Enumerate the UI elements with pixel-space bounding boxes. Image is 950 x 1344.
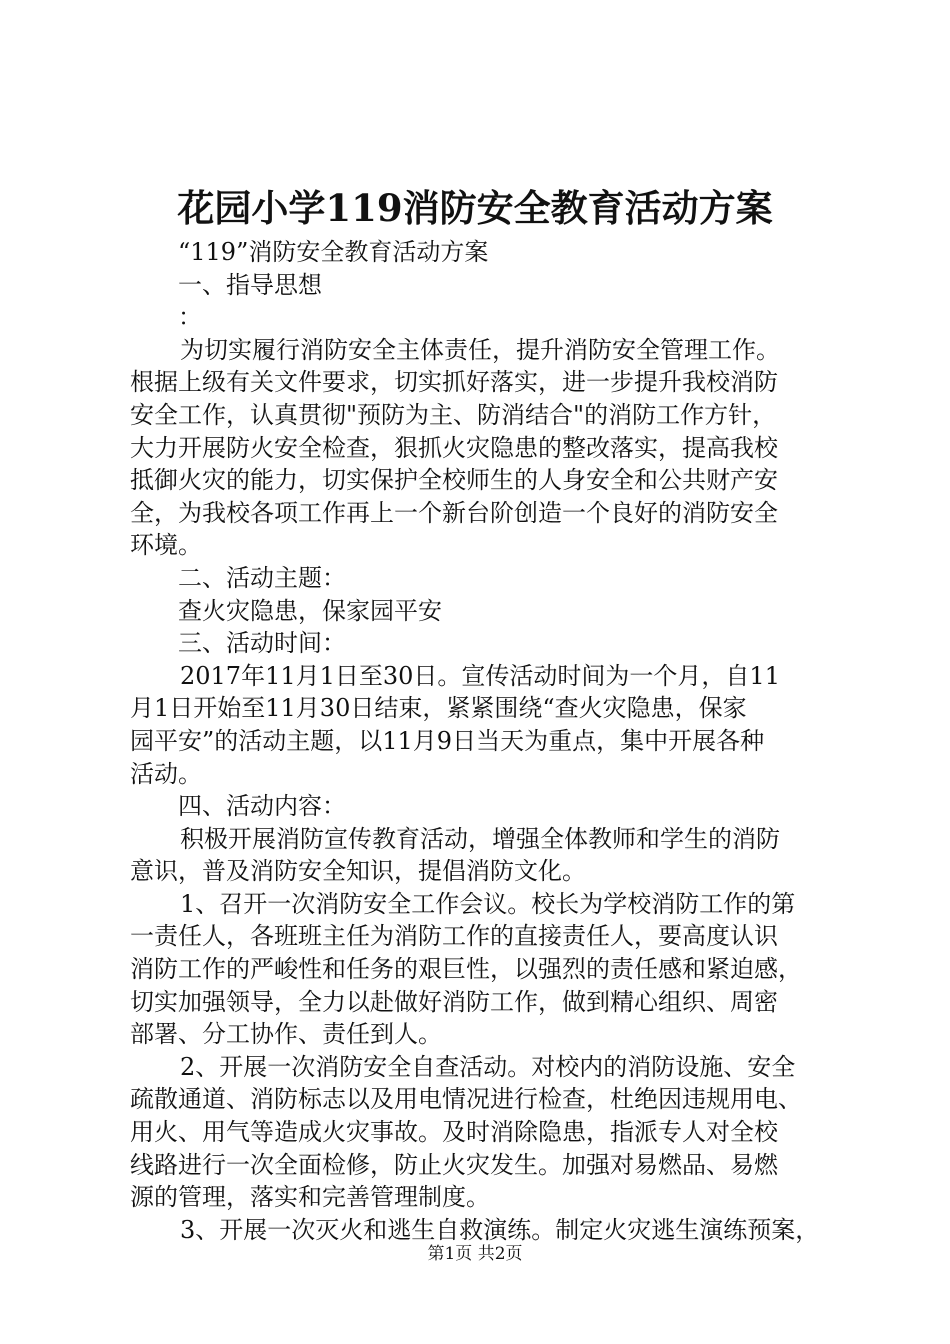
text-line: 消防工作的严峻性和任务的艰巨性，以强烈的责任感和紧迫感， xyxy=(130,955,802,984)
theme-line: 查火灾隐患，保家园平安 xyxy=(178,596,442,625)
section-heading-2: 二、活动主题： xyxy=(178,563,346,592)
section-heading-1: 一、指导思想 xyxy=(178,270,322,299)
text-line: 大力开展防火安全检查，狠抓火灾隐患的整改落实，提高我校 xyxy=(130,433,778,462)
text-line: 疏散通道、消防标志以及用电情况进行检查，杜绝因违规用电、 xyxy=(130,1085,802,1114)
document-body xyxy=(130,236,830,1246)
text-line: 意识，普及消防安全知识，提倡消防文化。 xyxy=(130,857,586,886)
paragraph-start: 为切实履行消防安全主体责任，提升消防安全管理工作。 xyxy=(180,335,780,364)
paragraph-start: 2、开展一次消防安全自查活动。对校内的消防设施、安全 xyxy=(180,1052,796,1081)
section-heading-4: 四、活动内容： xyxy=(178,792,346,821)
text-line: 切实加强领导，全力以赴做好消防工作，做到精心组织、周密 xyxy=(130,987,778,1016)
text-line: 全，为我校各项工作再上一个新台阶创造一个良好的消防安全 xyxy=(130,498,778,527)
text-line: 用火、用气等造成火灾事故。及时消除隐患，指派专人对全校 xyxy=(130,1118,778,1147)
text-line: 活动。 xyxy=(130,759,202,788)
text-line: 一责任人，各班班主任为消防工作的直接责任人，要高度认识 xyxy=(130,922,778,951)
paragraph-start: 积极开展消防宣传教育活动，增强全体教师和学生的消防 xyxy=(180,824,780,853)
page-footer: 第1页 共2页 xyxy=(427,1244,523,1264)
text-line: 园平安”的活动主题，以11月9日当天为重点，集中开展各种 xyxy=(130,726,765,755)
text-line: ： xyxy=(178,303,202,332)
document-title: 花园小学119消防安全教育活动方案 xyxy=(177,186,773,230)
paragraph-start: 2017年11月1日至30日。宣传活动时间为一个月，自11 xyxy=(180,661,780,690)
text-line: 线路进行一次全面检修，防止火灾发生。加强对易燃品、易燃 xyxy=(130,1150,778,1179)
text-line: 抵御火灾的能力，切实保护全校师生的人身安全和公共财产安 xyxy=(130,466,778,495)
text-line: 部署、分工协作、责任到人。 xyxy=(130,1020,442,1049)
text-line: 源的管理，落实和完善管理制度。 xyxy=(130,1183,490,1212)
text-line: 月1日开始至11月30日结束，紧紧围绕“查火灾隐患，保家 xyxy=(130,694,747,723)
paragraph-start: 1、召开一次消防安全工作会议。校长为学校消防工作的第 xyxy=(180,889,796,918)
paragraph-start: 3、开展一次灭火和逃生自救演练。制定火灾逃生演练预案， xyxy=(180,1215,820,1244)
section-heading-3: 三、活动时间： xyxy=(178,629,346,658)
text-line: 安全工作，认真贯彻"预防为主、防消结合"的消防工作方针， xyxy=(130,400,777,429)
text-line: 环境。 xyxy=(130,531,202,560)
subtitle-line: “119”消防安全教育活动方案 xyxy=(178,238,489,266)
text-line: 根据上级有关文件要求，切实抓好落实，进一步提升我校消防 xyxy=(130,368,778,397)
